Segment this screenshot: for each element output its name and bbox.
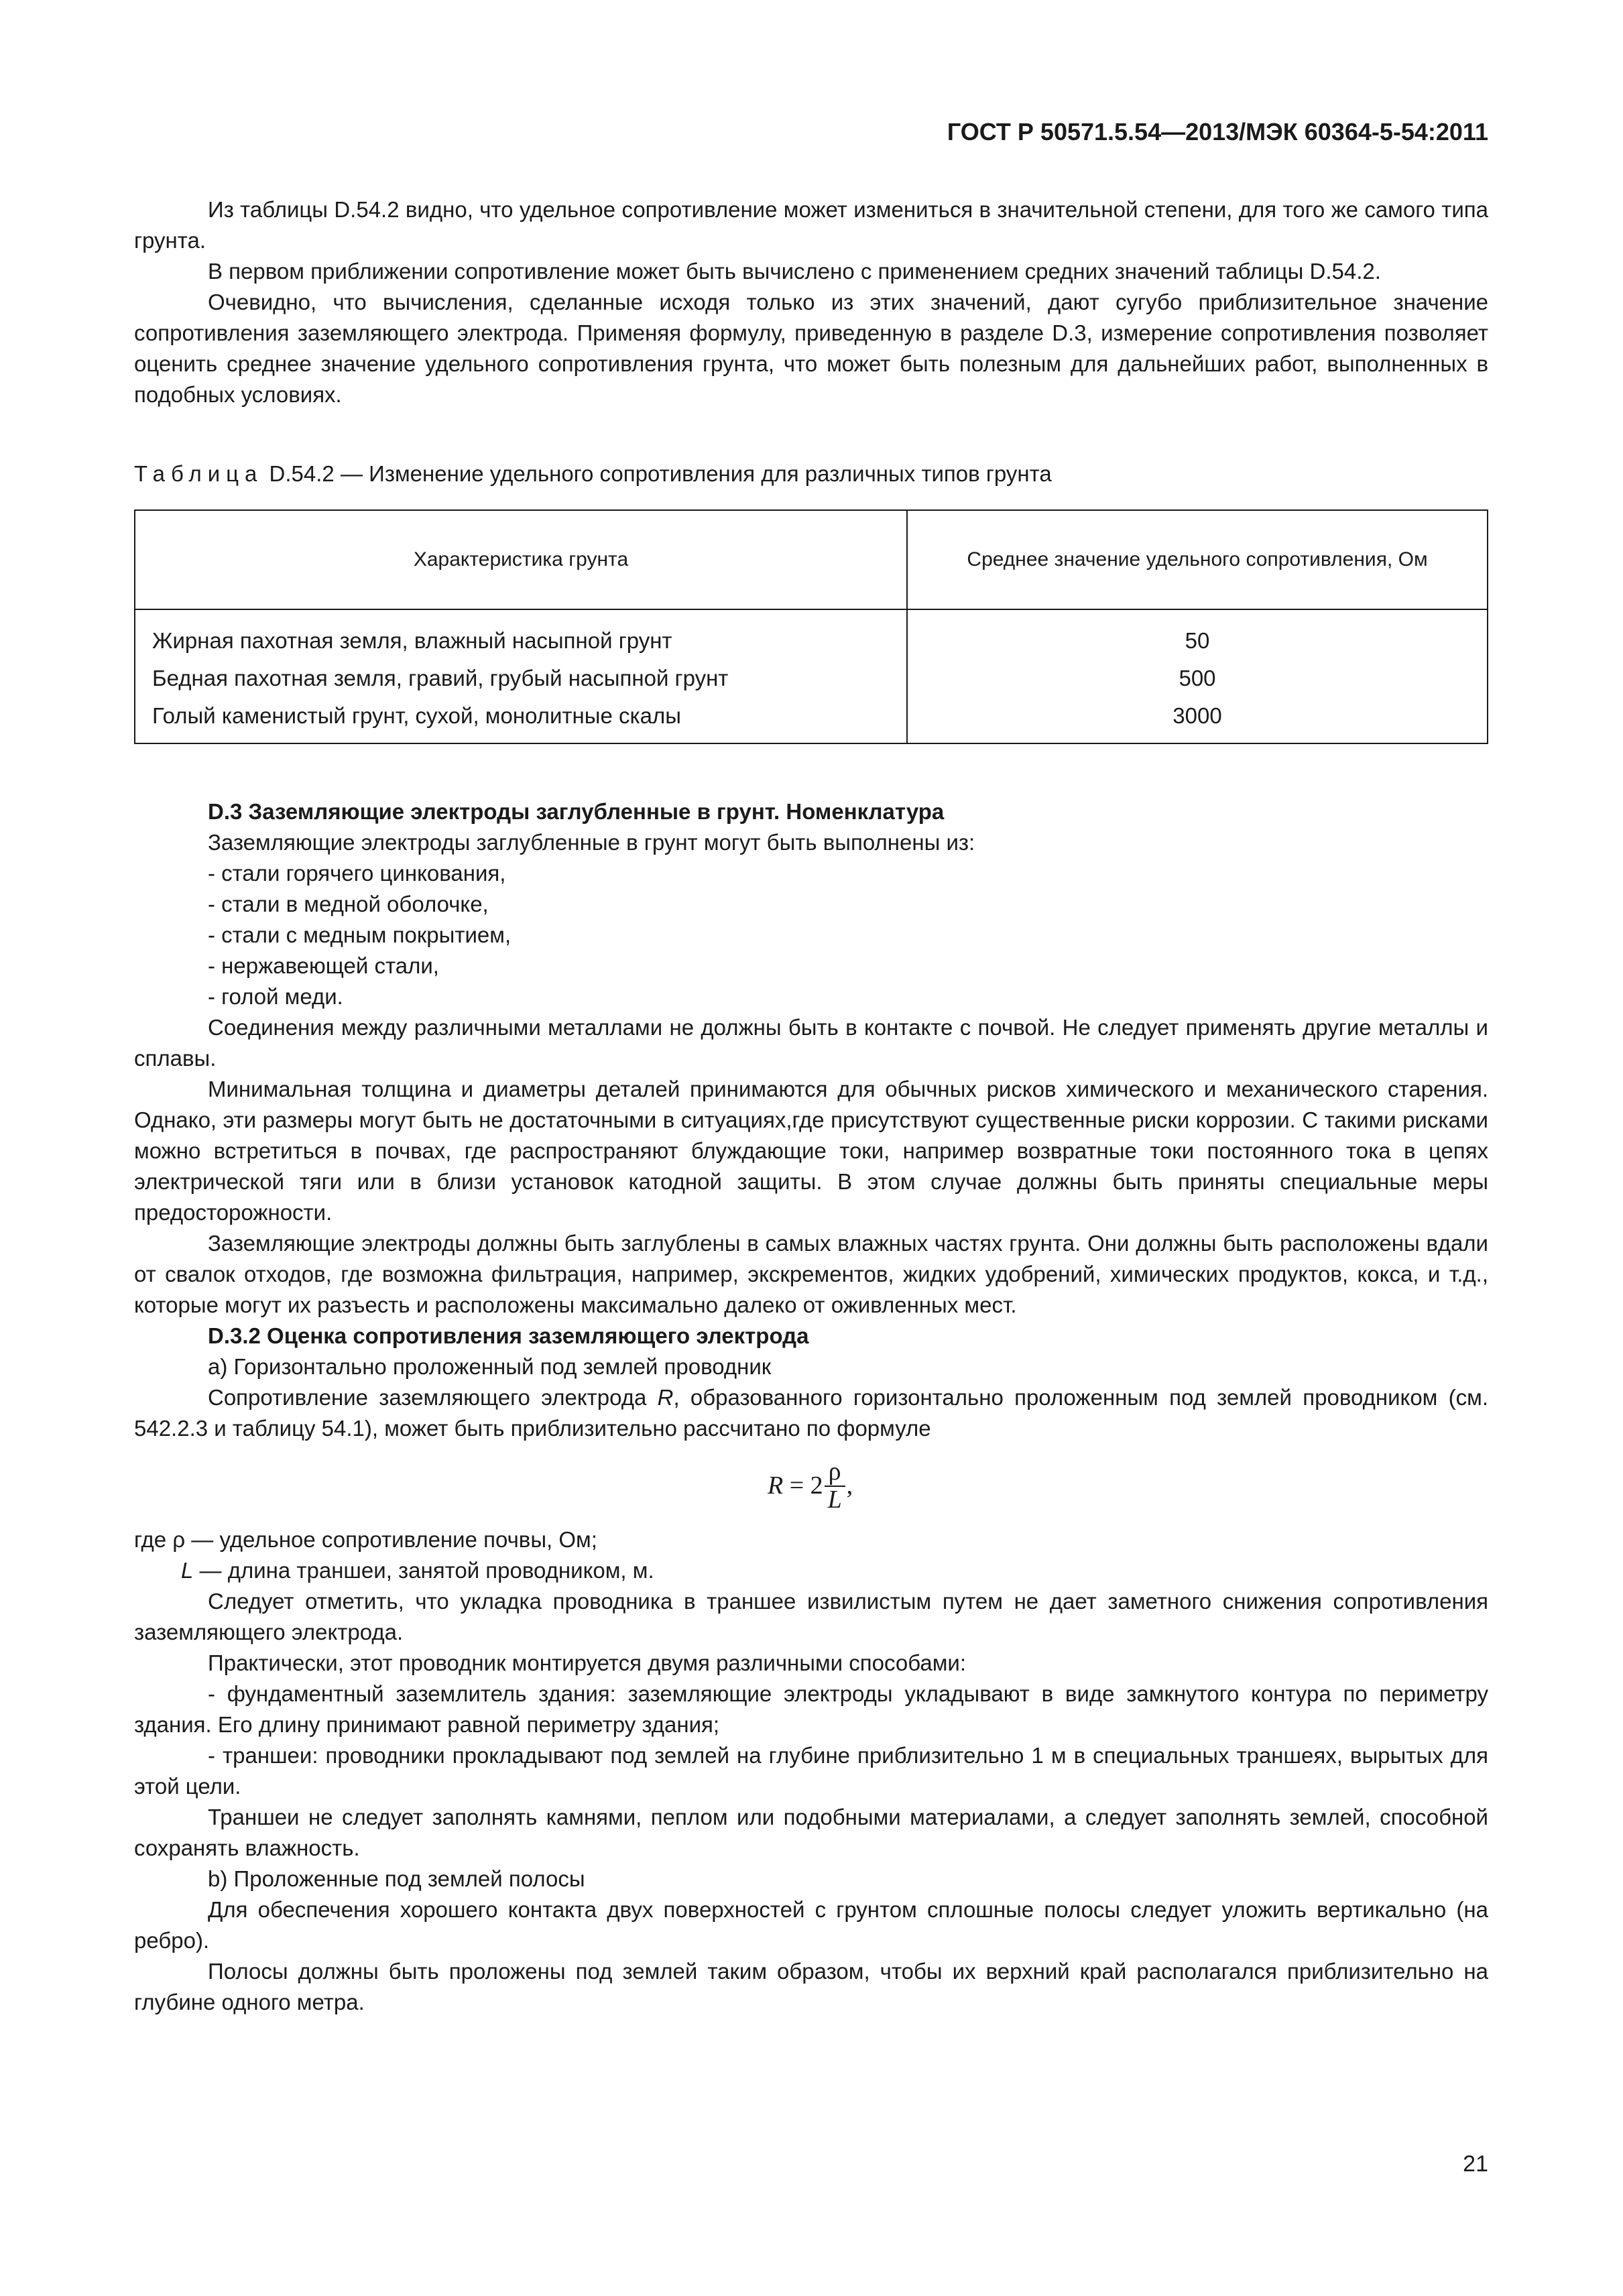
item-a-heading: a) Горизонтально проложенный под землей проводник [208, 1354, 772, 1379]
section-d32-paragraph-5: Траншеи не следует заполнять камнями, пеплом или подобными материалами, а следует заполнять землей, способной сохранять влажность. [134, 1805, 1488, 1860]
where-line-1 [134, 1524, 1488, 1555]
list-item: - нержавеющей стали, [208, 953, 439, 978]
page-content [134, 194, 1488, 2018]
soil-resistivity-table [134, 509, 1488, 744]
intro-paragraph-1: Из таблицы D.54.2 видно, что удельное сопротивление может измениться в значительной степени, для того же самого типа грунта. [134, 197, 1488, 253]
where-text-l: — длина траншеи, занятой проводником, м. [193, 1558, 654, 1583]
formula-intro-text-start: Сопротивление заземляющего электрода [208, 1385, 658, 1410]
section-d32-paragraph-2: Практически, этот проводник монтируется двумя различными способами: [208, 1650, 967, 1675]
table-cell-soil: Жирная пахотная земля, влажный насыпной грунт [135, 609, 907, 660]
formula-lhs: R [768, 1471, 784, 1500]
table-cell-soil: Бедная пахотная земля, гравий, грубый насыпной грунт [135, 660, 907, 697]
section-d32-paragraph-3: - фундаментный заземлитель здания: заземляющие электроды укладывают в виде замкнутого контура по периметру здания. Его длину принимают равной периметру здания; [134, 1681, 1488, 1737]
table-caption-word: Таблица [134, 461, 263, 486]
item-b-heading: b) Проложенные под землей полосы [208, 1866, 585, 1891]
formula-equals: = 2 [783, 1471, 823, 1500]
section-d3-paragraph-1: Соединения между различными металлами не должны быть в контакте с почвой. Не следует применять другие металлы и сплавы. [134, 1015, 1488, 1071]
formula-intro-paragraph [134, 1382, 1488, 1444]
table-row [135, 609, 1488, 660]
formula-numerator: ρ [825, 1459, 845, 1487]
standard-header: ГОСТ Р 50571.5.54—2013/МЭК 60364-5-54:2011 [947, 118, 1488, 145]
section-d3-paragraph-2: Минимальная толщина и диаметры деталей принимаются для обычных рисков химического и механического старения. Однако, эти размеры могут быть не достаточными в ситуациях,где присутствуют существенные риски коррозии. С такими рисками можно встретиться в почвах, где распространяют блуждающие токи, например возвратные токи постоянного тока в цепях электрической тяги или в близи установок катодной защиты. В этом случае должны быть приняты специальные меры предосторожности. [134, 1077, 1488, 1225]
list-item: - голой меди. [208, 984, 343, 1009]
table-row [135, 660, 1488, 697]
formula-tail: , [846, 1471, 853, 1500]
list-item: - стали в медной оболочке, [208, 892, 489, 916]
where-symbol-rho: ρ [172, 1527, 186, 1552]
formula-intro-text-end: , образованного горизонтально проложенным под землей проводником (см. 542.2.3 и таблицу 54.1), может быть приблизительно рассчитано по формуле [134, 1385, 1488, 1441]
section-d32-paragraph-4: - траншеи: проводники прокладывают под землей на глубине приблизительно 1 м в специальных траншеях, вырытых для этой цели. [134, 1743, 1488, 1799]
where-symbol-l: L [181, 1558, 194, 1583]
resistance-formula [134, 1444, 1488, 1524]
section-d32-paragraph-6: Для обеспечения хорошего контакта двух поверхностей с грунтом сплошные полосы следует уложить вертикально (на ребро). [134, 1897, 1488, 1953]
table-caption-text: D.54.2 — Изменение удельного сопротивления для различных типов грунта [263, 461, 1052, 486]
table-cell-value: 500 [1179, 666, 1216, 690]
table-header-resistivity: Среднее значение удельного сопротивления, Ом [907, 510, 1488, 609]
formula-intro-variable: R [657, 1385, 674, 1410]
list-item: - стали с медным покрытием, [208, 922, 512, 947]
section-d3-paragraph-3: Заземляющие электроды должны быть заглублены в самых влажных частях грунта. Они должны быть расположены вдали от свалок отходов, где возможна фильтрация, например, экскрементов, жидких удобрений, химических продуктов, кокса, и т.д., которые могут их разъесть и расположены максимально далеко от оживленных мест. [134, 1231, 1488, 1317]
section-d32-paragraph-1: Следует отметить, что укладка проводника в траншее извилистым путем не дает заметного снижения сопротивления заземляющего электрода. [134, 1589, 1488, 1644]
table-cell-soil: Голый каменистый грунт, сухой, монолитные скалы [135, 697, 907, 743]
page-number: 21 [1463, 2151, 1488, 2177]
section-d3-lead: Заземляющие электроды заглубленные в грунт могут быть выполнены из: [208, 830, 975, 855]
where-prefix: где [134, 1527, 173, 1552]
table-cell-value: 50 [1185, 628, 1210, 653]
intro-paragraph-2: В первом приближении сопротивление может быть вычислено с применением средних значений таблицы D.54.2. [208, 259, 1381, 284]
formula-denominator: L [827, 1486, 842, 1514]
section-d3-heading: D.3 Заземляющие электроды заглубленные в грунт. Номенклатура [208, 799, 945, 824]
formula-expression [768, 1459, 853, 1512]
table-row [135, 697, 1488, 743]
where-text-rho: — удельное сопротивление почвы, Ом; [185, 1527, 597, 1552]
section-d32-paragraph-7: Полосы должны быть проложены под землей таким образом, чтобы их верхний край располагался приблизительно на глубине одного метра. [134, 1959, 1488, 2014]
intro-paragraph-3: Очевидно, что вычисления, сделанные исходя только из этих значений, дают сугубо приблизительное значение сопротивления заземляющего электрода. Применяя формулу, приведенную в разделе D.3, измерение сопротивления позволяет оценить среднее значение удельного сопротивления грунта, что может быть полезным для дальнейших работ, выполненных в подобных условиях. [134, 290, 1488, 407]
formula-fraction [825, 1459, 845, 1512]
where-line-2 [134, 1555, 1488, 1586]
section-d32 [134, 1321, 1488, 2018]
table-header-soil: Характеристика грунта [135, 510, 907, 609]
section-d3 [134, 796, 1488, 1321]
table-header-row [135, 510, 1488, 609]
list-item: - стали горячего цинкования, [208, 861, 506, 886]
table-cell-value: 3000 [1173, 703, 1222, 728]
table-caption [134, 459, 1488, 489]
section-d32-heading: D.3.2 Оценка сопротивления заземляющего электрода [208, 1323, 809, 1348]
